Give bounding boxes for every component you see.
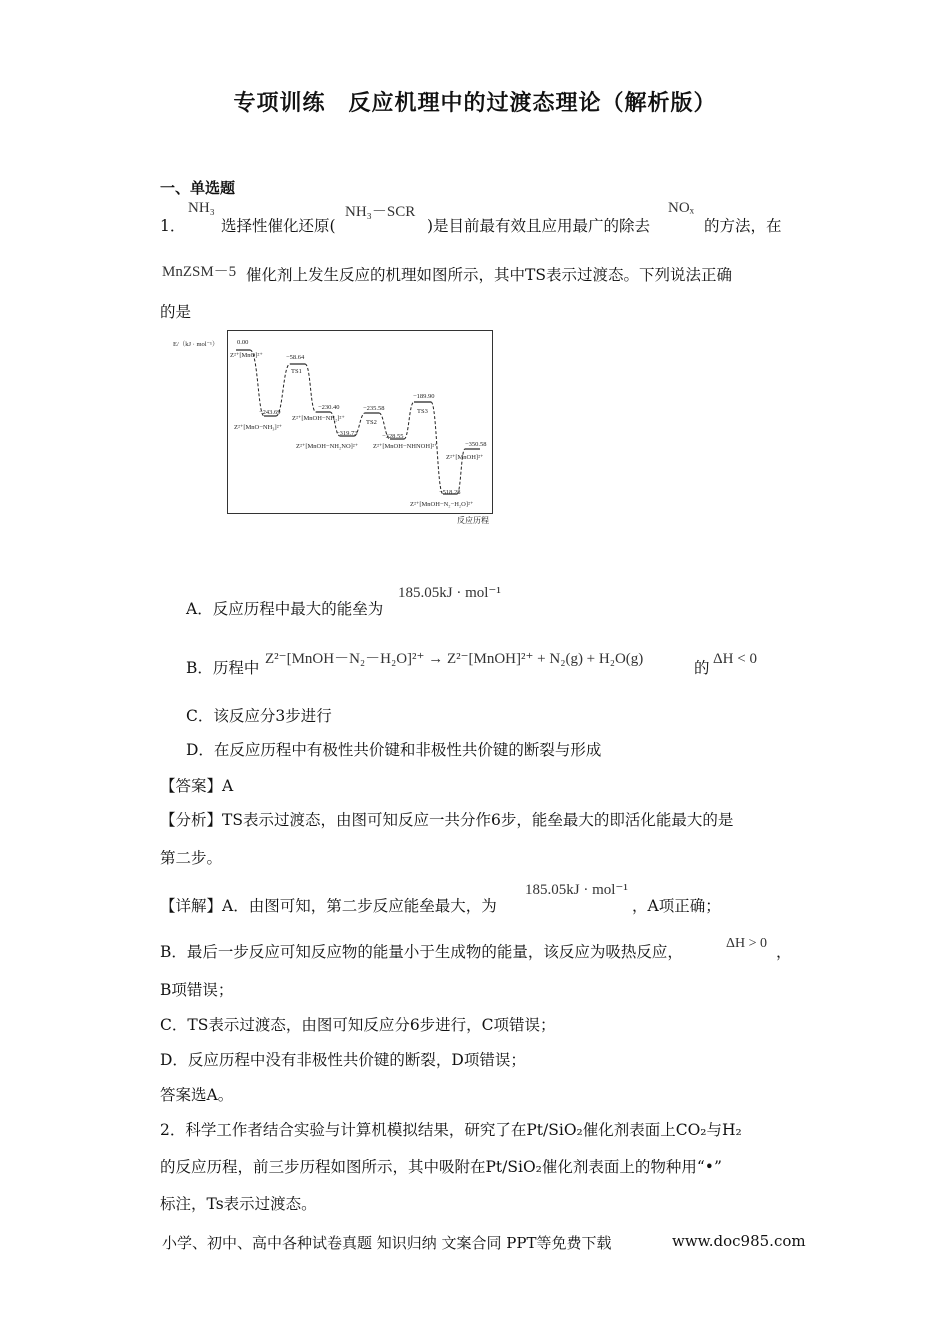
q1-nh3-formula: NH₃	[188, 200, 215, 216]
value-8: −518.28	[439, 489, 461, 496]
detail-a-end: ，A项正确；	[632, 897, 721, 915]
energy-levels	[236, 350, 480, 494]
option-b-dh: ΔH < 0	[713, 651, 757, 667]
label-ts3: TS3	[417, 408, 428, 415]
q1-text-b: )是目前最有效且应用最广的除去	[427, 217, 651, 235]
value-5: −319.73	[336, 430, 358, 437]
species-8: Z²⁺[MnOH−N₂−H₂O]²⁺	[410, 501, 474, 508]
value-9: −350.58	[465, 441, 487, 448]
option-d-text: D．在反应历程中有极性共价键和非极性共价键的断裂与形成	[186, 741, 602, 759]
value-3: −230.40	[318, 404, 340, 411]
detail-b-comma: ，	[776, 943, 792, 961]
option-b-text: B．历程中	[186, 659, 260, 677]
footer-text: 小学、初中、高中各种试卷真题 知识归纳 文案合同 PPT等免费下载	[162, 1234, 612, 1252]
q2-line-3: 标注，Ts表示过渡态。	[160, 1195, 317, 1213]
detail-a-value: 185.05kJ · mol⁻¹	[525, 882, 628, 898]
detail-d-text: D．反应历程中没有非极性共价键的断裂，D项错误；	[160, 1051, 526, 1069]
energy-connectors	[250, 350, 465, 494]
label-ts2: TS2	[366, 419, 377, 426]
option-a-text: A．反应历程中最大的能垒为	[186, 600, 384, 618]
value-0: 0.00	[237, 339, 249, 346]
detail-b-end: B项错误；	[160, 981, 234, 999]
footer-url[interactable]: www.doc985.com	[672, 1232, 806, 1250]
q1-nox-formula: NOₓ	[668, 200, 695, 216]
option-c-text: C．该反应分3步进行	[186, 707, 332, 725]
detail-c-text: C．TS表示过渡态，由图可知反应分6步进行，C项错误；	[160, 1016, 556, 1034]
species-0: Z²⁺[MnO]²⁺	[230, 352, 263, 359]
value-6: −328.55	[382, 433, 404, 440]
energy-profile-svg	[173, 331, 494, 515]
detail-b-dh: ΔH > 0	[726, 936, 768, 951]
q1-text-a: 选择性催化还原(	[221, 217, 336, 235]
q1-text-d: 催化剂上发生反应的机理如图所示，其中TS表示过渡态。下列说法正确	[246, 266, 732, 284]
q1-text-c: 的方法，在	[704, 217, 782, 235]
value-ts1: −58.64	[286, 354, 305, 361]
energy-diagram	[173, 330, 493, 514]
analysis-line-2: 第二步。	[160, 849, 223, 867]
species-9: Z²⁺[MnOH]²⁺	[446, 454, 484, 461]
q1-catalyst-formula: MnZSM－5	[162, 264, 237, 280]
q2-line-1: 2．科学工作者结合实验与计算机模拟结果，研究了在Pt/SiO₂催化剂表面上CO₂与H₂	[160, 1121, 742, 1139]
section-heading: 一、单选题	[160, 179, 236, 197]
option-a-value: 185.05kJ · mol⁻¹	[398, 585, 501, 601]
analysis-line-1: 【分析】TS表示过渡态，由图可知反应一共分作6步，能垒最大的即活化能最大的是	[160, 811, 734, 829]
label-ts1: TS1	[291, 368, 302, 375]
value-ts2: −235.58	[363, 405, 385, 412]
diagram-y-label: E/（kJ · mol⁻¹）	[173, 341, 219, 348]
species-6: Z²⁺[MnOH−NHNOH]²⁺	[373, 443, 438, 450]
q1-text-e: 的是	[160, 303, 192, 321]
q1-number: 1．	[160, 217, 186, 235]
q2-line-2: 的反应历程，前三步历程如图所示，其中吸附在Pt/SiO₂催化剂表面上的物种用“•”	[160, 1158, 722, 1176]
option-b-de: 的	[694, 659, 710, 677]
species-2: Z²⁺[MnO−NH₃]²⁺	[234, 424, 283, 431]
answer-line: 【答案】A	[160, 777, 234, 795]
q1-nh3scr-formula: NH₃－SCR	[345, 204, 416, 220]
detail-a-text: 【详解】A．由图可知，第二步反应能垒最大，为	[160, 897, 497, 915]
value-ts3: −189.90	[413, 393, 435, 400]
diagram-x-label: 反应历程	[457, 516, 489, 525]
species-3: Z²⁺[MnOH−NH₂]²⁺	[292, 415, 345, 422]
species-5: Z²⁺[MnOH−NH₂NO]²⁺	[296, 443, 359, 450]
detail-conclusion: 答案选A。	[160, 1086, 234, 1104]
option-b-equation: Z²⁻[MnOH－N₂－H₂O]²⁺ → Z²⁻[MnOH]²⁺ + N₂(g) + H₂O(g)	[265, 651, 644, 667]
detail-b-text: B．最后一步反应可知反应物的能量小于生成物的能量，该反应为吸热反应，	[160, 943, 683, 961]
page-title: 专项训练 反应机理中的过渡态理论（解析版）	[233, 90, 717, 116]
value-2: −243.69	[259, 409, 281, 416]
